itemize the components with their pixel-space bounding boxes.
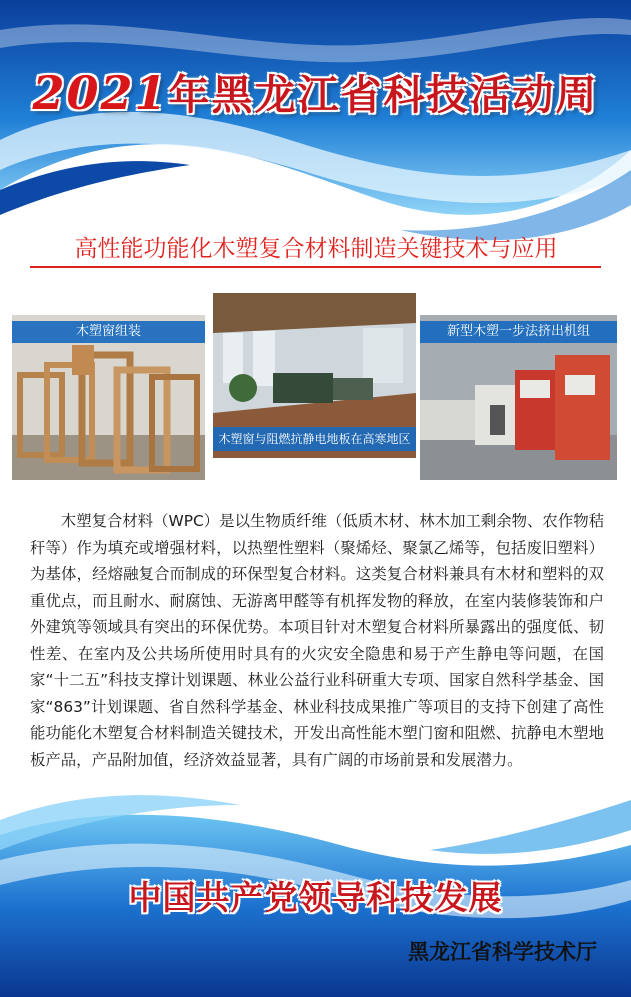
title-year: 2021 — [32, 66, 169, 120]
photo-caption: 木塑窗组装 — [12, 321, 205, 343]
project-description: 木塑复合材料（WPC）是以生物质纤维（低质木材、林木加工剩余物、农作物秸秆等）作为填充或增强材料，以热塑性塑料（聚烯烃、聚氯乙烯等，包括废旧塑料）为基体，经熔融复合而制成的环保型复合材料。这类复合材料兼具有木材和塑料的双重优点，而且耐水、耐腐蚀、无游离甲醛等有机挥发物的释放，在室内装修装饰和户外建筑等领域具有突出的环保优势。本项目针对木塑复合材料所暴露出的强度低、韧性差、在室内及公共场所使用时具有的火灾安全隐患和易于产生静电等问题，在国家“十二五”科技支撑计划课题、林业公益行业科研重大专项、国家自然科学基金、国家“863”计划课题、省自然科学基金、林业科技成果推广等项目的支持下创建了高性能功能化木塑复合材料制造关键技术，开发出高性能木塑门窗和阻燃、抗静电木塑地板产品，产品附加值，经济效益显著，具有广阔的市场前景和发展潜力。 — [30, 512, 604, 769]
title-text: 年黑龙江省科技活动周 — [168, 71, 599, 119]
photo-window-assembly — [12, 315, 205, 480]
page-title — [0, 62, 631, 121]
photo-caption: 新型木塑一步法挤出机组 — [420, 321, 617, 343]
organization-name: 黑龙江省科学技术厅 — [408, 940, 597, 964]
photo-floor-install — [213, 293, 416, 458]
photo-extrusion-line — [420, 315, 617, 480]
photo-caption: 木塑窗与阻燃抗静电地板在高寒地区 — [213, 427, 416, 451]
project-subtitle: 高性能功能化木塑复合材料制造关键技术与应用 — [74, 236, 558, 262]
slogan: 中国共产党领导科技发展 — [128, 878, 503, 917]
subtitle-underline — [30, 266, 601, 268]
